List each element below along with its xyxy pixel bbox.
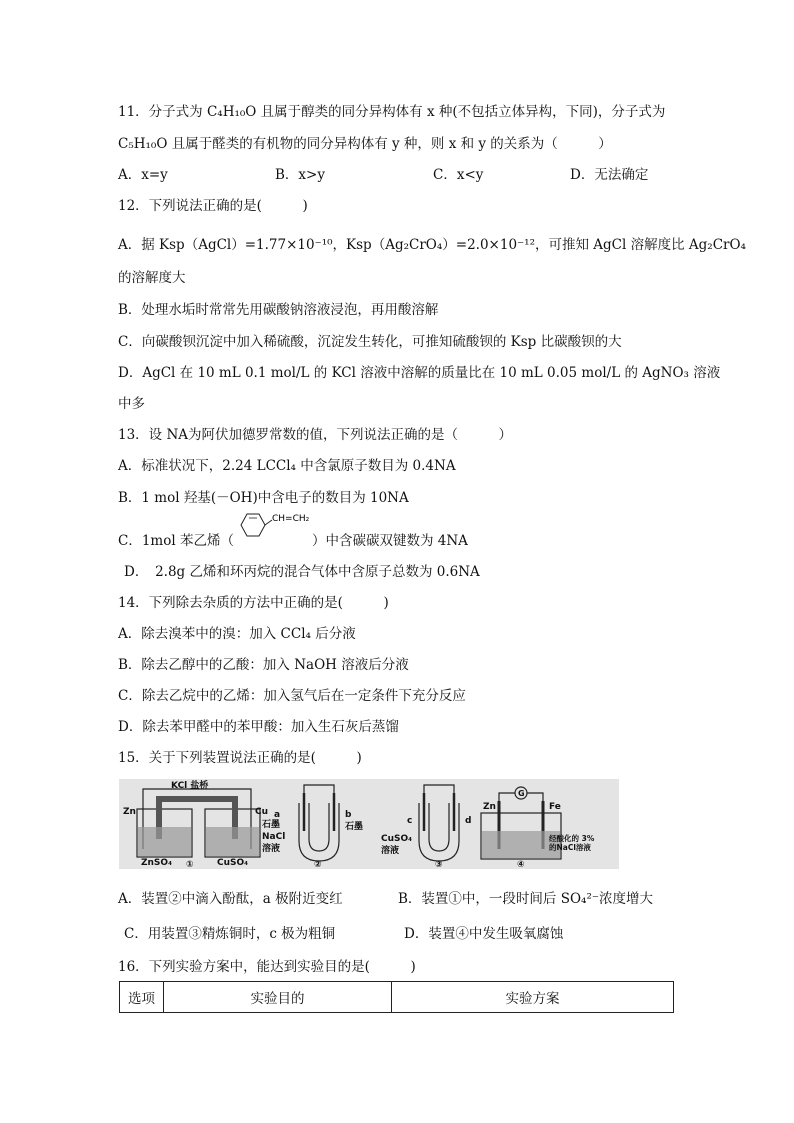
- q13-option-d: D． 2.8g 乙烯和环丙烷的混合气体中含原子总数为 0.6NA: [124, 564, 480, 580]
- q12-option-c: C．向碳酸钡沉淀中加入稀硫酸，沉淀发生转化，可推知硫酸钡的 Ksp 比碳酸钡的大: [118, 334, 622, 350]
- q12-option-a-line1: A．据 Ksp（AgCl）=1.77×10⁻¹⁰，Ksp（Ag₂CrO₄）=2.0×10⁻¹²，可推知 AgCl 溶解度比 Ag₂CrO₄: [118, 237, 746, 253]
- acidified-label-2: 的NaCl溶液: [549, 843, 591, 852]
- q13-option-a: A．标准状况下，2.24 LCCl₄ 中含氯原子数目为 0.4NA: [118, 458, 456, 474]
- electrode-b-label: b: [345, 810, 352, 820]
- q12-option-d-line1: D．AgCl 在 10 mL 0.1 mol/L 的 KCl 溶液中溶解的质量比在 10 mL 0.05 mol/L 的 AgNO₃ 溶液: [118, 365, 721, 381]
- table-header-option: 选项: [120, 982, 164, 1013]
- table-header-row: [120, 982, 674, 1013]
- acidified-label-1: 经酸化的 3%: [549, 834, 595, 843]
- q14-option-a: A．除去溴苯中的溴：加入 CCl₄ 后分液: [118, 626, 356, 642]
- solution-label-1: 溶液: [262, 844, 281, 854]
- q14-stem: 14．下列除去杂质的方法中正确的是( ): [118, 595, 389, 611]
- device-3-number: ③: [435, 860, 443, 869]
- q13-stem: 13．设 NA为阿伏加德罗常数的值，下列说法正确的是（ ）: [118, 427, 513, 443]
- solution-label-2: 溶液: [381, 846, 400, 856]
- electrode-d-label: d: [465, 816, 472, 826]
- styrene-structure: [234, 514, 312, 550]
- q15-option-a: A．装置②中滴入酚酞，a 极附近变红: [118, 891, 343, 907]
- device-2-number: ②: [314, 860, 322, 869]
- table-header-plan: 实验方案: [392, 982, 674, 1013]
- q15-option-c: C．用装置③精炼铜时，c 极为粗铜: [124, 926, 336, 942]
- q16-stem: 16．下列实验方案中，能达到实验目的是( ): [118, 959, 416, 975]
- q13-option-b: B．1 mol 羟基(－OH)中含电子的数目为 10NA: [118, 490, 409, 506]
- graphite-label-2: 石墨: [345, 822, 364, 832]
- electrode-a-label: a: [274, 810, 281, 820]
- q12-option-a-line2: 的溶解度大: [118, 270, 186, 286]
- salt-bridge-label: KCl 盐桥: [171, 781, 209, 791]
- q15-stem: 15．关于下列装置说法正确的是( ): [118, 750, 362, 766]
- q15-option-d: D．装置④中发生吸氧腐蚀: [404, 926, 564, 942]
- q14-option-b: B．除去乙醇中的乙酸：加入 NaOH 溶液后分液: [118, 657, 409, 673]
- q11-option-b: B．x>y: [275, 167, 325, 183]
- zn-electrode-label-1: Zn: [123, 807, 136, 817]
- q11-option-d: D．无法确定: [570, 167, 649, 183]
- benzene-ring-icon: [234, 510, 312, 544]
- device-1-number: ①: [186, 860, 194, 869]
- fe-electrode-label: Fe: [549, 802, 561, 812]
- q11-line2: C₅H₁₀O 且属于醛类的有机物的同分异构体有 y 种，则 x 和 y 的关系为（ ）: [118, 136, 612, 152]
- q12-option-d-line2: 中多: [118, 396, 145, 412]
- electrode-c-label: c: [407, 816, 413, 826]
- cu-electrode-label: Cu: [255, 807, 269, 817]
- zn-electrode-label-2: Zn: [483, 802, 496, 812]
- q14-option-c: C．除去乙烷中的乙烯：加入氢气后在一定条件下充分反应: [118, 688, 466, 704]
- q15-option-b: B．装置①中，一段时间后 SO₄²⁻浓度增大: [398, 891, 653, 907]
- q11-option-c: C．x<y: [433, 167, 484, 183]
- q14-option-d: D．除去苯甲醛中的苯甲酸：加入生石灰后蒸馏: [118, 719, 399, 735]
- cuso4-label-1: CuSO₄: [217, 858, 249, 868]
- q13-option-c-suffix: ）中含碳碳双键数为 4NA: [311, 533, 468, 549]
- cuso4-label-2: CuSO₄: [381, 834, 413, 844]
- galvanometer-label: G: [518, 789, 525, 798]
- q13-option-c-prefix: C．1mol 苯乙烯（: [118, 533, 234, 549]
- q11-option-a: A．x=y: [118, 167, 168, 183]
- graphite-label-1: 石墨: [262, 820, 281, 830]
- znso4-label: ZnSO₄: [141, 858, 173, 868]
- q16-options-table: [119, 981, 674, 1013]
- styrene-vinyl-label: CH=CH₂: [271, 514, 310, 524]
- device-4-number: ④: [517, 860, 525, 869]
- table-header-purpose: 实验目的: [164, 982, 392, 1013]
- q13-option-c: [118, 514, 468, 550]
- q11-line1: 11．分子式为 C₄H₁₀O 且属于醇类的同分异构体有 x 种(不包括立体异构，下同)，分子式为: [118, 104, 666, 120]
- electrochemistry-apparatus-figure: [119, 779, 619, 869]
- q12-stem: 12．下列说法正确的是( ): [118, 198, 308, 214]
- q12-option-b: B．处理水垢时常常先用碳酸钠溶液浸泡，再用酸溶解: [118, 302, 439, 318]
- nacl-label: NaCl: [262, 832, 286, 842]
